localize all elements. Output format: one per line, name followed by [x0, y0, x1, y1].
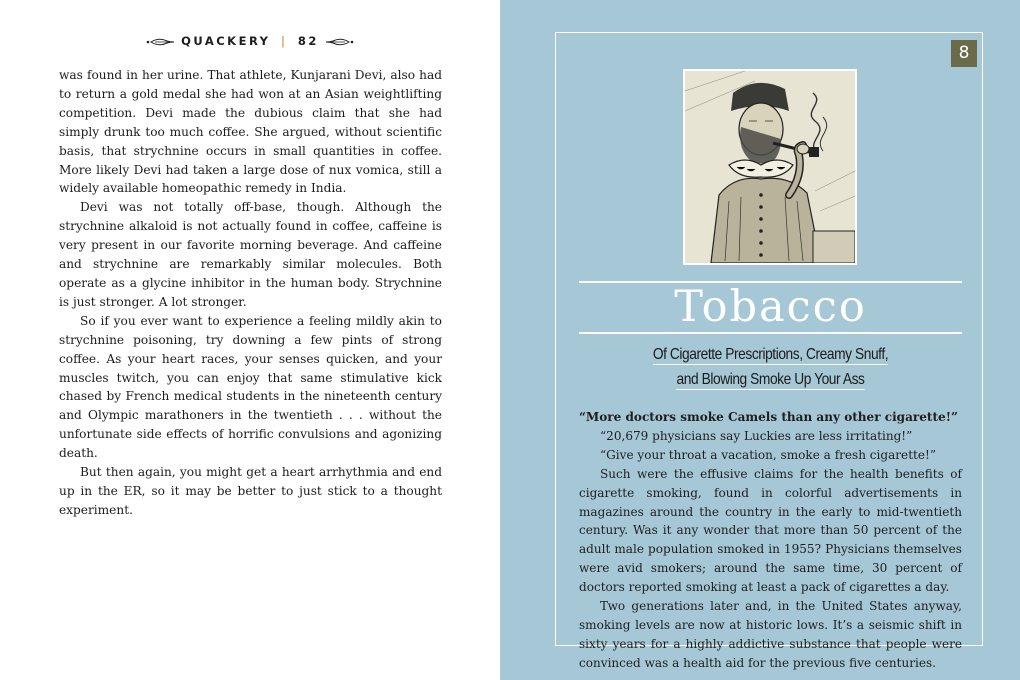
right-paragraph-4: Two generations later and, in the United States anyway, smoking levels are now at historic lows. It’s a seismic shift in sixty years for a highly addictive substance that people were convinced was a health aid for the previous five centuries.: [579, 599, 962, 670]
chapter-subtitle: [606, 342, 935, 392]
left-paragraph-4: But then again, you might get a heart arrhythmia and end up in the ER, so it may be better to just stick to a thought experiment.: [59, 465, 442, 517]
right-page: [500, 0, 1020, 680]
right-paragraph-3: Such were the effusive claims for the health benefits of cigarette smoking, found in colorful advertisements in magazines around the country in the early to mid-twentieth century. Was it any wonder that more than 50 percent of the adult male population smoked in 1955? Physicians themselves were avid smokers; around the same time, 30 percent of doctors reported smoking at least a pack of cigarettes a day.: [579, 466, 962, 595]
left-paragraph-3: So if you ever want to experience a feeling mildly akin to strychnine poisoning, try downing a few pints of strong coffee. As your heart races, your senses quicken, and your muscles twitch, you can enjoy that same stimulative kick chased by French medical students in the nineteenth century and Olympic marathoners in the twentieth . . . without the unfortunate side effects of horrific convulsions and agonizing death.: [59, 313, 442, 461]
chapter-title: Tobacco: [674, 282, 867, 332]
right-paragraph-1: “20,679 physicians say Luckies are less irritating!”: [600, 428, 913, 443]
right-paragraph-2: “Give your throat a vacation, smoke a fresh cigarette!”: [600, 447, 937, 462]
left-ornament-icon: [145, 37, 175, 47]
running-head-separator: |: [281, 34, 288, 48]
running-head-page-number: 82: [297, 34, 319, 48]
engraving-illustration: [685, 71, 855, 263]
chapter-number-badge: 8: [951, 40, 977, 67]
left-body-text: [59, 66, 442, 520]
running-head: [0, 34, 500, 48]
pipe-smoker-engraving-icon: [683, 69, 857, 265]
right-ornament-icon: [325, 37, 355, 47]
subtitle-line-2: and Blowing Smoke Up Your Ass: [676, 371, 865, 388]
left-page: [0, 0, 500, 680]
lead-quote: “More doctors smoke Camels than any other cigarette!”: [579, 410, 958, 424]
title-bottom-rule: [579, 332, 962, 334]
left-paragraph-2: Devi was not totally off-base, though. Although the strychnine alkaloid is not actually found in coffee, caffeine is very present in our favorite morning beverage. And caffeine and strychnine are remarkably similar molecules. Both operate as a glycine inhibitor in the human body. Strychnine is just stronger. A lot stronger.: [59, 200, 442, 309]
left-paragraph-1: was found in her urine. That athlete, Kunjarani Devi, also had to return a gold medal she had won at an Asian weightlifting competition. Devi made the dubious claim that she had simply drunk too much coffee. She argued, without scientific basis, that strychnine occurs in small quantities in coffee. More likely Devi had taken a large dose of nux vomica, still a widely available homeopathic remedy in India.: [59, 68, 442, 196]
subtitle-line-1: Of Cigarette Prescriptions, Creamy Snuff,: [652, 346, 889, 363]
running-head-book: QUACKERY: [181, 34, 271, 48]
right-body-text: [579, 408, 962, 673]
